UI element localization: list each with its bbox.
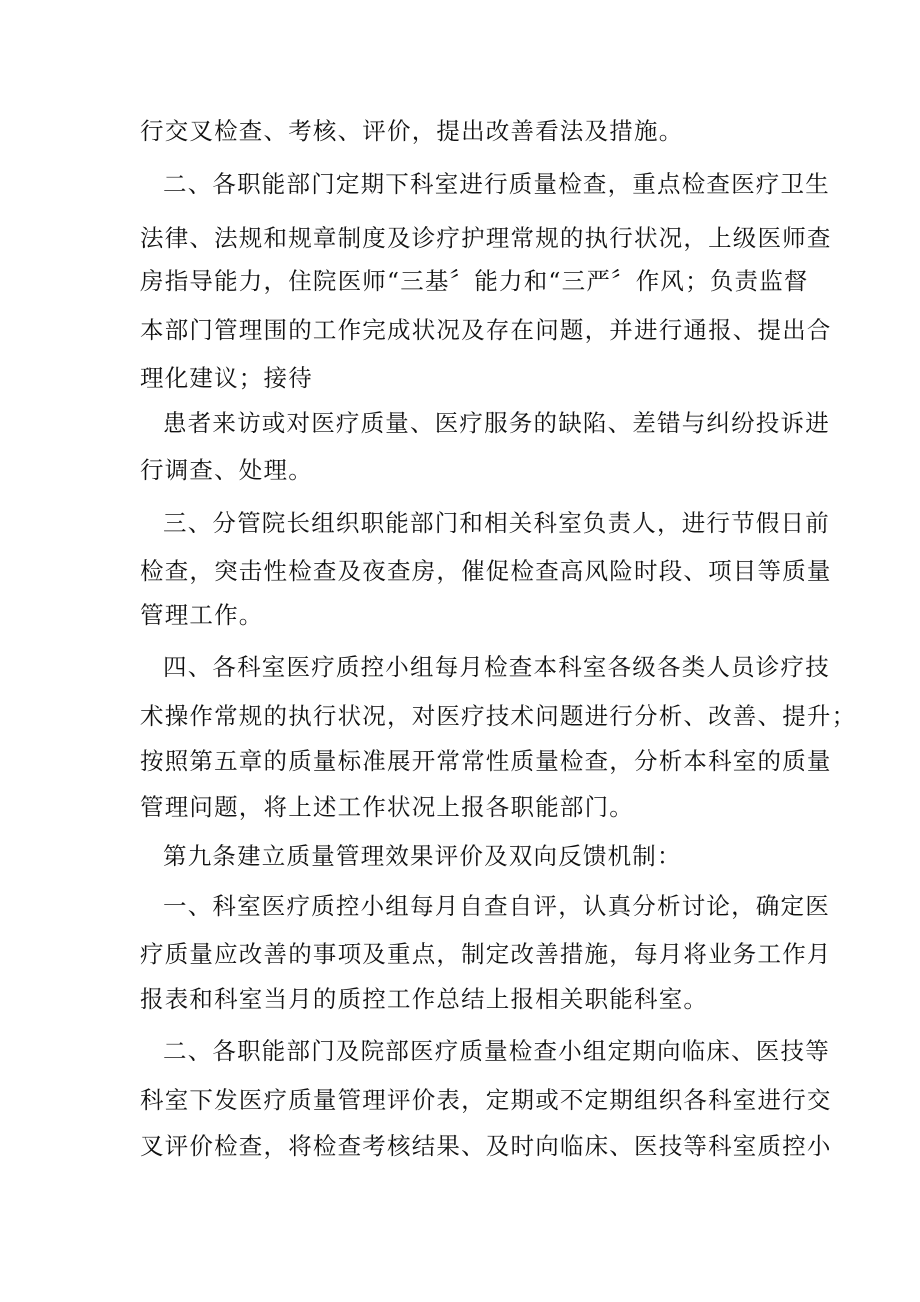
text-line: 管理工作。 <box>140 601 264 629</box>
text-line: 本部门管理围的工作完成状况及存在问题，并进行通报、提出合 <box>140 316 832 344</box>
text-line: 疗质量应改善的事项及重点，制定改善措施，每月将业务工作月 <box>140 940 832 968</box>
text-line: 术操作常规的执行状况，对医疗技术问题进行分析、改善、提升； <box>140 702 857 730</box>
text-line: 二、各职能部门及院部医疗质量检查小组定期向临床、医技等 <box>163 1037 830 1065</box>
text-line: 第九条建立质量管理效果评价及双向反馈机制： <box>163 842 682 870</box>
text-line: 检查，突击性检查及夜查房，催促检查高风险时段、项目等质量 <box>140 557 832 585</box>
text-line: 房指导能力，住院医师“三基〞能力和“三严〞作风；负责监督 <box>140 267 809 295</box>
text-line: 三、分管院长组织职能部门和相关科室负责人，进行节假日前 <box>163 509 830 537</box>
text-line: 管理问题，将上述工作状况上报各职能部门。 <box>140 793 634 821</box>
text-line: 理化建议；接待 <box>140 364 313 392</box>
text-line: 一、科室医疗质控小组每月自查自评，认真分析讨论，确定医 <box>163 892 830 920</box>
text-line: 行调查、处理。 <box>140 456 313 484</box>
text-line: 科室下发医疗质量管理评价表，定期或不定期组织各科室进行交 <box>140 1086 832 1114</box>
text-line: 按照第五章的质量标准展开常常性质量检查，分析本科室的质量 <box>140 747 832 775</box>
text-line: 报表和科室当月的质控工作总结上报相关职能科室。 <box>140 985 709 1013</box>
text-line: 行交叉检查、考核、评价，提出改善看法及措施。 <box>140 117 684 145</box>
text-line: 四、各科室医疗质控小组每月检查本科室各级各类人员诊疗技 <box>163 653 830 681</box>
text-line: 患者来访或对医疗质量、医疗服务的缺陷、差错与纠纷投诉进 <box>163 409 830 437</box>
text-line: 叉评价检查，将检查考核结果、及时向临床、医技等科室质控小 <box>140 1132 832 1160</box>
text-line: 二、各职能部门定期下科室进行质量检查，重点检查医疗卫生 <box>163 170 830 198</box>
text-line: 法律、法规和规章制度及诊疗护理常规的执行状况，上级医师查 <box>140 224 832 252</box>
